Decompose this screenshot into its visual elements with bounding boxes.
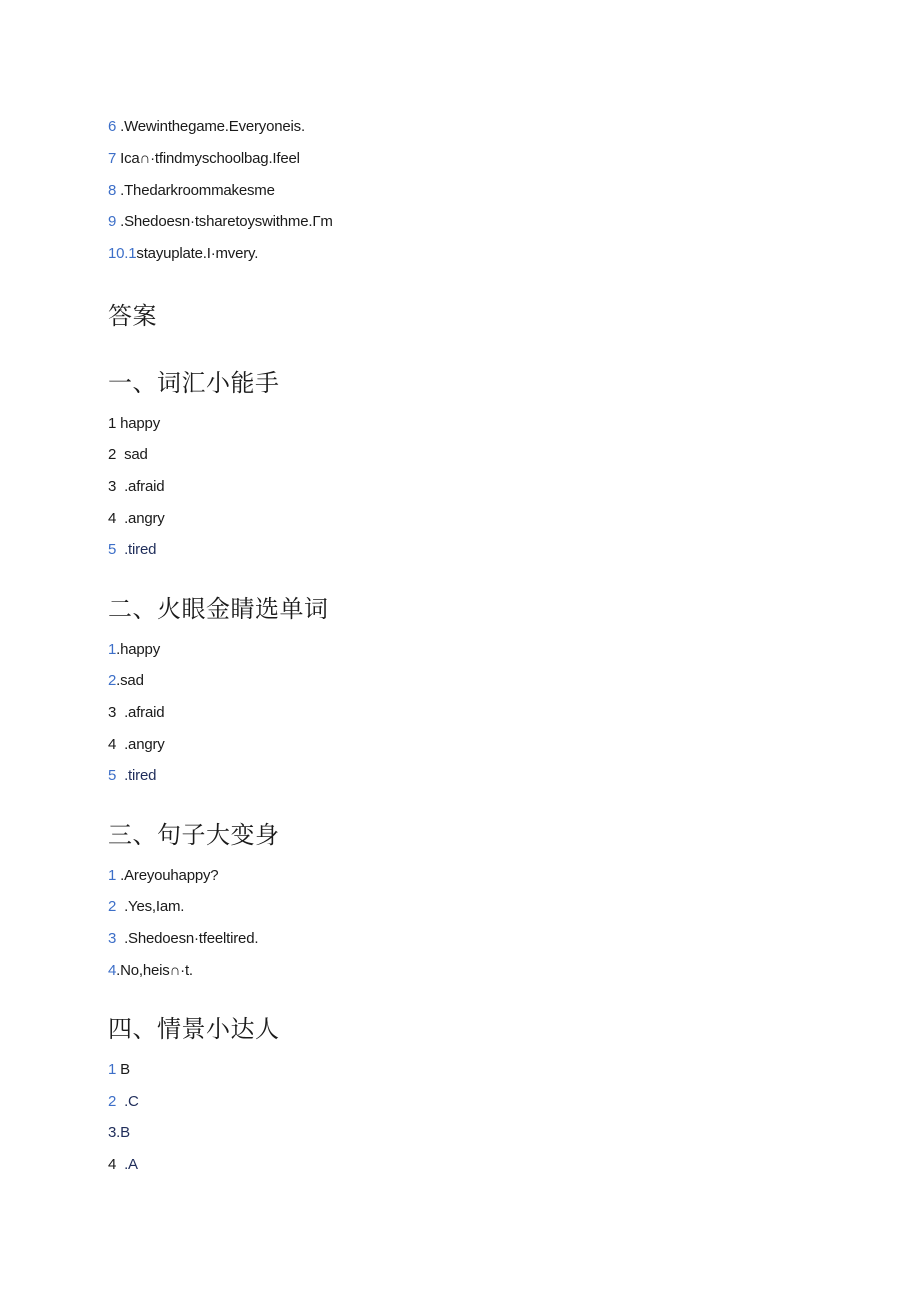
item-number: 2 <box>108 898 117 915</box>
item-number: 1 <box>108 1061 117 1078</box>
item-text: .Thedarkroommakesme <box>116 182 275 199</box>
answer-item <box>108 866 218 886</box>
item-number: 1 <box>108 641 117 658</box>
section-title: 四、情景小达人 <box>108 1015 280 1043</box>
answer-item <box>108 1123 130 1143</box>
item-text: .Wewinthegame.Everyoneis. <box>116 118 305 135</box>
sentence-item <box>108 212 333 232</box>
answer-item <box>108 1060 130 1080</box>
answer-item <box>108 961 193 981</box>
answer-item <box>108 477 164 497</box>
answer-item <box>108 897 184 917</box>
answer-item <box>108 766 156 786</box>
section-title: 二、火眼金睛选单词 <box>108 595 329 623</box>
item-number: 3 <box>108 930 117 947</box>
item-number: 2 <box>108 446 117 463</box>
item-number: 3 <box>108 478 117 495</box>
item-text: .sad <box>116 672 144 689</box>
item-number: 10.1 <box>108 245 137 262</box>
item-text: .Areyouhappy? <box>116 867 219 884</box>
item-number: 2 <box>108 1093 117 1110</box>
item-number: 5 <box>108 541 117 558</box>
answer-item <box>108 540 156 560</box>
item-number: 3 <box>108 1124 117 1141</box>
answer-item <box>108 735 165 755</box>
section-title: 三、句子大变身 <box>108 821 280 849</box>
item-text: .tired <box>116 541 157 558</box>
item-text: stayuplate.I·mvery. <box>136 245 259 262</box>
item-number: 3 <box>108 704 117 721</box>
item-text: .Shedoesn·tsharetoyswithme.Γm <box>116 213 333 230</box>
answer-item <box>108 929 258 949</box>
answer-item <box>108 414 160 434</box>
item-number: 6 <box>108 118 117 135</box>
item-text: sad <box>116 446 148 463</box>
item-text: .No,heis∩·t. <box>116 962 193 979</box>
item-text: .Yes,Iam. <box>116 898 185 915</box>
sentence-item <box>108 149 300 169</box>
section-title: 一、词汇小能手 <box>108 369 280 397</box>
answer-item <box>108 640 160 660</box>
item-text: .angry <box>116 736 165 753</box>
item-text: B <box>116 1061 130 1078</box>
item-number: 5 <box>108 767 117 784</box>
item-number: 4 <box>108 962 117 979</box>
answer-title: 答案 <box>108 302 157 330</box>
item-text: happy <box>116 415 160 432</box>
item-number: 4 <box>108 1156 117 1173</box>
item-text: .happy <box>116 641 160 658</box>
answer-item <box>108 1092 139 1112</box>
item-number: 2 <box>108 672 117 689</box>
answer-item <box>108 1155 138 1175</box>
item-number: 4 <box>108 510 117 527</box>
item-text: .afraid <box>116 704 165 721</box>
sentence-item <box>108 181 275 201</box>
answer-item <box>108 671 144 691</box>
item-text: .Shedoesn·tfeeltired. <box>116 930 259 947</box>
item-text: Ica∩·tfindmyschoolbag.Ifeel <box>116 150 300 167</box>
item-number: 9 <box>108 213 117 230</box>
item-text: .A <box>116 1156 138 1173</box>
item-number: 8 <box>108 182 117 199</box>
item-text: .B <box>116 1124 130 1141</box>
item-text: .tired <box>116 767 157 784</box>
sentence-item <box>108 244 258 264</box>
item-text: .C <box>116 1093 139 1110</box>
item-number: 4 <box>108 736 117 753</box>
item-number: 1 <box>108 415 117 432</box>
answer-item <box>108 703 164 723</box>
item-number: 7 <box>108 150 117 167</box>
item-number: 1 <box>108 867 117 884</box>
answer-item <box>108 445 148 465</box>
answer-item <box>108 509 165 529</box>
sentence-item <box>108 117 305 137</box>
item-text: .afraid <box>116 478 165 495</box>
item-text: .angry <box>116 510 165 527</box>
